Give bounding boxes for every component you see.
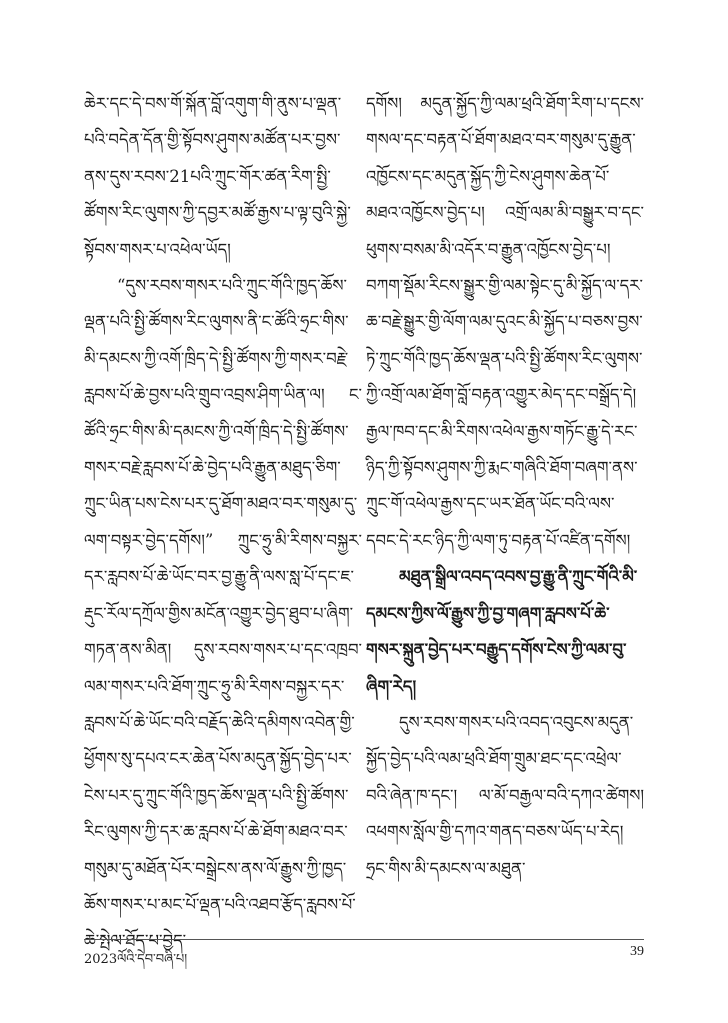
left-column	[84, 86, 362, 960]
right-paragraph-1: དགོས། མདུན་སྐྱོད་ཀྱི་ལམ་ཕྲའི་ཐོག་རིག་པ་དངས་གསལ་དང་བརྟན་པོ་ཐོག་མཐའ་བར་གསུམ་དུ་རྒྱུན་འཁྱོངས་དང་མདུན་སྐྱོད་ཀྱི་ངེས་ཤུགས་ཆེན་པོ་མཐའ་འཁྱོངས་བྱེད་པ། འགྲོ་ལམ་མི་བསྒྱུར་བ་དང་ཕུགས་བསམ་མི་འདོར་བ་རྒྱུན་འཁྱོངས་བྱེད་པ། བཀག་སྡོམ་རིངས་སྒྱུར་གྱི་ལམ་སྟེང་དུ་མི་སྐྱོད་ལ་དར་ཆ་བརྗེ་སྒྱུར་གྱི་ལོག་ལམ་དུའང་མི་སྐྱོད་པ་བཅས་བྱས་ཏེ་ཀྲུང་གོའི་ཁྱད་ཆོས་ལྡན་པའི་སྤྱི་ཚོགས་རིང་ལུགས་ཀྱི་འགྲོ་ལམ་ཐོག་བློ་བརྟན་འགྱུར་མེད་དང་བསྒྲོད་དེ། རྒྱལ་ཁབ་དང་མི་རིགས་འཕེལ་རྒྱས་གཏོང་རྒྱུ་དེ་རང་ཉིད་ཀྱི་སྟོབས་ཤུགས་ཀྱི་རྨང་གཞིའི་ཐོག་བཞག་ནས་ཀྲུང་གོ་འཕེལ་རྒྱས་དང་ཡར་ཐོན་ཡོང་བའི་ལས་དབང་དེ་རང་ཉིད་ཀྱི་ལག་ཏུ་བརྟན་པོ་འཛིན་དགོས།	[366, 94, 644, 550]
left-paragraph-1: ཆེར་དང་དེ་བས་གོ་སྐོན་བློ་འགུག་གི་ནུས་པ་ལྡན་པའི་བདེན་དོན་གྱི་སྟོབས་ཤུགས་མཚོན་པར་བྱས་ནས་དུས་རབས་21པའི་ཀྲུང་གོར་ཚན་རིག་སྤྱི་ཚོགས་རིང་ལུགས་ཀྱི་དབྱར་མཚོ་རྒྱས་པ་ལྟ་བུའི་སྐྱེ་སྟོབས་གསར་པ་འཕེལ་ཡོད།	[84, 94, 351, 259]
right-paragraph-2-bold: མཐུན་སྒྲིལ་འབད་འབས་བྱ་རྒྱུ་ནི་ཀྲུང་གོའི་མི་དམངས་ཀྱིས་ལོ་རྒྱུས་ཀྱི་བྱ་གཞག་རླབས་པོ་ཆེ་གསར་སྐྲུན་བྱེད་པར་བརྒྱུད་དགོས་ངེས་ཀྱི་ལམ་བུ་ཞིག་རེད།	[366, 567, 638, 696]
page-number: 39	[630, 944, 644, 959]
footer-issue-label: 2023ལོའི་དེབ་བཞི་པ།	[84, 952, 188, 967]
right-paragraph-3: དུས་རབས་གསར་པའི་འབད་འབུངས་མདུན་སྐྱོད་བྱེད་པའི་ལམ་ཕྲའི་ཐོག་གྲུམ་ཐང་དང་འཕྲེལ་བའི་ཞེན་ཁ་དང་། ལ་མོ་བརྒྱལ་བའི་དཀའ་ཚེགས། འཕགས་སློལ་གྱི་དཀའ་གནད་བཅས་ཡོད་པ་རེད། ཧྲང་གིས་མི་དམངས་ལ་མཐུན་	[366, 712, 644, 878]
left-paragraph-2: “དུས་རབས་གསར་པའི་ཀྲུང་གོའི་ཁྱད་ཆོས་ལྡན་པའི་སྤྱི་ཚོགས་རིང་ལུགས་ནི་ང་ཚོའི་ཧྲང་གིས་མི་དམངས་ཀྱི་འགོ་ཁྲིད་དེ་སྤྱི་ཚོགས་ཀྱི་གསར་བརྗེ་རླབས་པོ་ཆེ་བྱས་པའི་གྲུབ་འབྲས་ཤིག་ཡིན་ལ། ང་ཚོའི་ཧྲང་གིས་མི་དམངས་ཀྱི་འགོ་ཁྲིད་དེ་སྤྱི་ཚོགས་གསར་བརྗེ་རླབས་པོ་ཆེ་བྱེད་པའི་རྒྱུན་མཐུད་ཅིག་ཀྲུང་ཡིན་པས་ངེས་པར་དུ་ཐོག་མཐའ་བར་གསུམ་དུ་ལག་བསྟར་བྱེད་དགོས།” ཀྲུང་ཧྲུ་མི་རིགས་བསྐྱར་དར་རླབས་པོ་ཆེ་ཡོང་བར་བྱ་རྒྱུ་ནི་ལས་སླ་པོ་དང་ཇ་རྡུང་རོལ་དཀྲོལ་གྱིས་མངོན་འགྱུར་བྱེད་ཐུབ་པ་ཞིག་གཏན་ནས་མིན། དུས་རབས་གསར་པ་དང་འཁྲབ་ལམ་གསར་པའི་ཐོག་ཀྲུང་ཧྲུ་མི་རིགས་བསྐྱར་དར་རླབས་པོ་ཆེ་ཡོང་བའི་བརྗོད་ཆེའི་དམིགས་འབེན་གྱི་ཕྱོགས་སུ་དཔའ་ངར་ཆེན་པོས་མདུན་སྐྱོད་བྱེད་པར་ངེས་པར་དུ་ཀྲུང་གོའི་ཁྱད་ཆོས་ལྡན་པའི་སྤྱི་ཚོགས་རིང་ལུགས་ཀྱི་དར་ཆ་རླབས་པོ་ཆེ་ཐོག་མཐའ་བར་གསུམ་དུ་མཐོན་པོར་བསྒྲེངས་ནས་ལོ་རྒྱུས་ཀྱི་ཁྱད་ཆོས་གསར་པ་མང་པོ་ལྡན་པའི་འཐབ་རྩོད་རླབས་པོ་ཆེ་སྤེལ་ཐོད་པ་བྱེད་	[84, 276, 362, 951]
right-column	[366, 86, 644, 887]
footer-divider	[84, 939, 644, 940]
